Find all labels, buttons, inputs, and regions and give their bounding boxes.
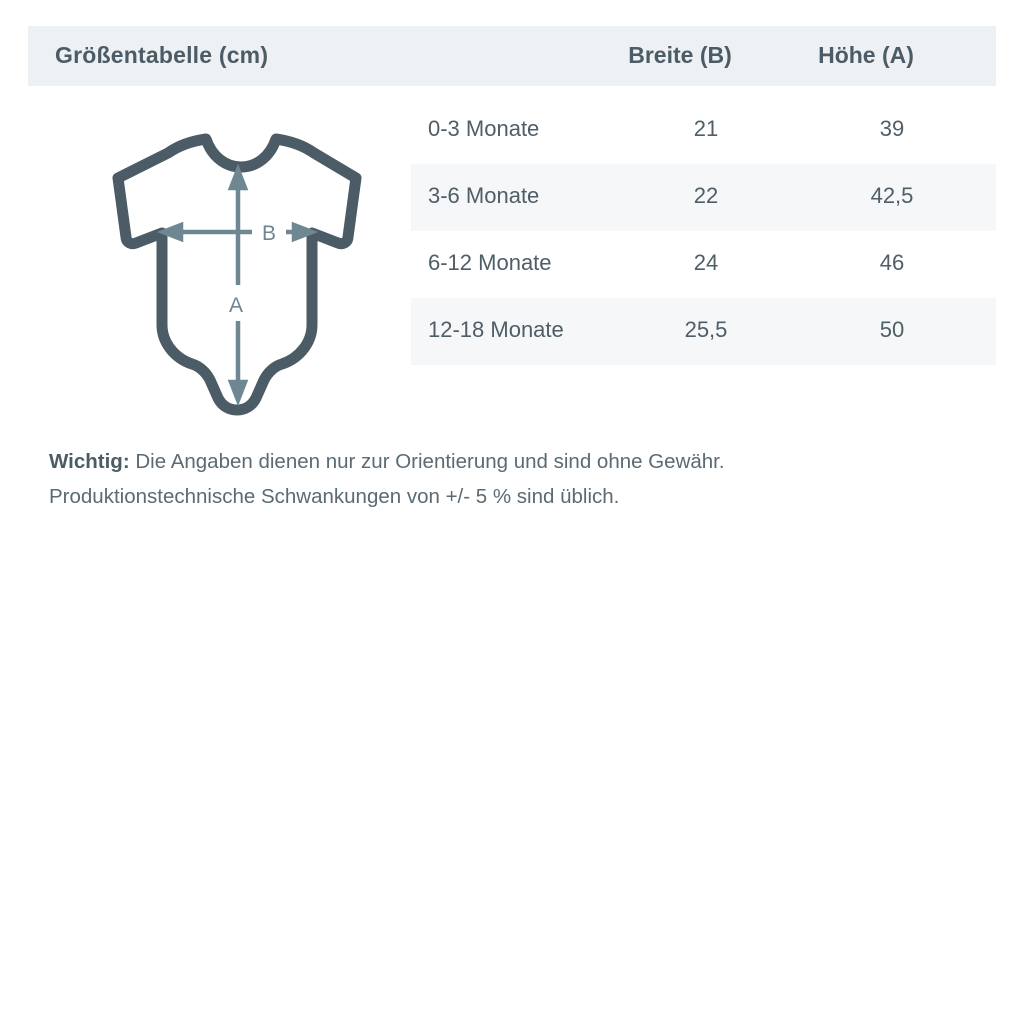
row-height-value: 46 — [879, 250, 905, 275]
row-width-value: 22 — [693, 183, 719, 208]
disclaimer-lead: Wichtig: — [49, 450, 130, 473]
table-row — [411, 164, 996, 231]
row-height-value: 50 — [879, 317, 905, 342]
table-row — [411, 298, 996, 365]
row-width-value: 21 — [693, 116, 719, 141]
row-height-value: 39 — [879, 116, 905, 141]
page-title: Größentabelle (cm) — [55, 42, 269, 68]
disclaimer-line-1: Die Angaben dienen nur zur Orientierung und sind ohne Gewähr. — [129, 450, 725, 473]
row-size-label: 0-3 Monate — [428, 116, 540, 141]
width-label: B — [261, 222, 277, 245]
row-size-label: 6-12 Monate — [428, 250, 552, 275]
column-header-height: Höhe (A) — [818, 42, 914, 68]
row-width-value: 25,5 — [684, 317, 728, 342]
table-row — [411, 231, 996, 298]
table-header-band — [28, 26, 996, 86]
row-height-value: 42,5 — [870, 183, 914, 208]
row-size-label: 3-6 Monate — [428, 183, 540, 208]
height-label: A — [228, 294, 244, 317]
row-width-value: 24 — [693, 250, 719, 275]
size-table — [411, 97, 996, 365]
disclaimer-line-2: Produktionstechnische Schwankungen von +/- 5 % sind üblich. — [49, 485, 620, 508]
disclaimer-note — [49, 444, 979, 514]
row-size-label: 12-18 Monate — [428, 317, 564, 342]
column-header-width: Breite (B) — [628, 42, 732, 68]
bodysuit-illustration — [60, 110, 390, 420]
table-row — [411, 97, 996, 164]
